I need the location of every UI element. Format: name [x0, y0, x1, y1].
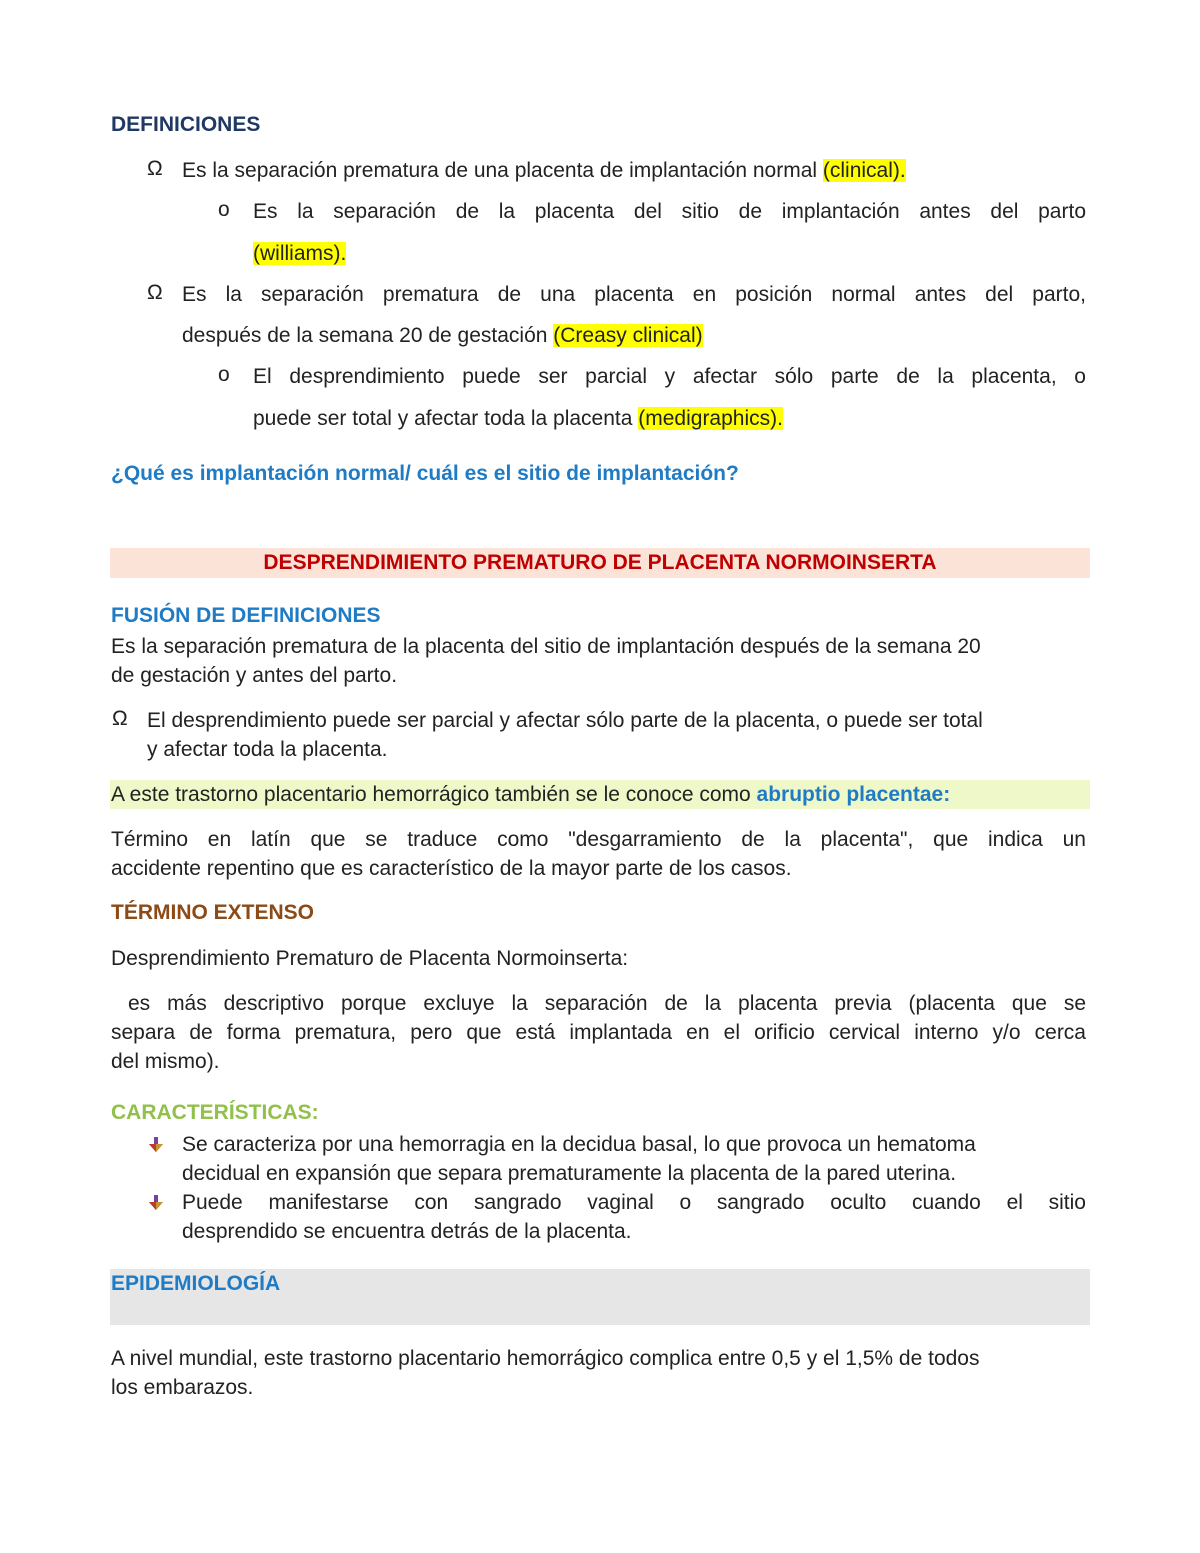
abruptio-text: A este trastorno placentario hemorrágico también se le conoce como — [111, 783, 757, 806]
citation-clinical: (clinical). — [822, 159, 906, 182]
citation-williams: (williams). — [253, 242, 347, 265]
arrow-down-colored-icon — [147, 1194, 165, 1212]
extenso-line3: del mismo). — [111, 1050, 220, 1073]
omega-bullet: Ω — [147, 281, 163, 304]
epidemiologia-heading: EPIDEMIOLOGÍA — [111, 1272, 281, 1295]
fusion-line1: Es la separación prematura de la placenta del sitio de implantación después de la semana 20 — [111, 635, 981, 658]
definition-2-sub-line1: El desprendimiento puede ser parcial y afectar sólo parte de la placenta, o — [253, 365, 1086, 388]
circle-bullet: o — [218, 198, 230, 221]
citation-creasy: (Creasy clinical) — [553, 324, 703, 347]
fusion-bullet-line1: El desprendimiento puede ser parcial y afectar sólo parte de la placenta, o puede ser total — [147, 709, 983, 732]
definition-2-text: después de la semana 20 de gestación — [182, 324, 554, 347]
definition-1 — [182, 156, 906, 185]
caracteristica-1-line2: decidual en expansión que separa prematuramente la placenta de la pared uterina. — [182, 1162, 957, 1185]
definition-2-sub-line2 — [253, 404, 783, 433]
termino-extenso-heading: TÉRMINO EXTENSO — [111, 901, 315, 924]
caracteristica-2-line2: desprendido se encuentra detrás de la placenta. — [182, 1220, 632, 1243]
fusion-line2: de gestación y antes del parto. — [111, 664, 398, 687]
question-heading: ¿Qué es implantación normal/ cuál es el sitio de implantación? — [111, 462, 739, 485]
abruptio-term: abruptio placentae: — [756, 783, 951, 806]
definition-1-text: Es la separación prematura de una placenta de implantación normal — [182, 159, 823, 182]
main-title: DESPRENDIMIENTO PREMATURO DE PLACENTA NORMOINSERTA — [263, 551, 937, 574]
definition-2-line1: Es la separación prematura de una placenta en posición normal antes del parto, — [182, 283, 1086, 306]
fusion-heading: FUSIÓN DE DEFINICIONES — [111, 604, 381, 627]
omega-bullet: Ω — [112, 707, 128, 730]
fusion-bullet-line2: y afectar toda la placenta. — [147, 738, 388, 761]
extenso-line2: separa de forma prematura, pero que está implantada en el orificio cervical interno y/o cerca — [111, 1021, 1086, 1044]
termino-line1: Término en latín que se traduce como "desgarramiento de la placenta", que indica un — [111, 828, 1086, 851]
caracteristica-1-line1: Se caracteriza por una hemorragia en la decidua basal, lo que provoca un hematoma — [182, 1133, 976, 1156]
abruptio-line — [111, 780, 950, 809]
circle-bullet: o — [218, 363, 230, 386]
definition-2-line2 — [182, 321, 703, 350]
termino-extenso-name: Desprendimiento Prematuro de Placenta Normoinserta: — [111, 947, 629, 970]
definiciones-heading: DEFINICIONES — [111, 113, 261, 136]
citation-medigraphics: (medigraphics). — [638, 407, 783, 430]
epidemiologia-line2: los embarazos. — [111, 1376, 254, 1399]
arrow-down-colored-icon — [147, 1136, 165, 1154]
omega-bullet: Ω — [147, 157, 163, 180]
caracteristica-2-line1: Puede manifestarse con sangrado vaginal o sangrado oculto cuando el sitio — [182, 1191, 1086, 1214]
definition-1-sub-line2 — [253, 239, 346, 268]
definition-1-sub-line1: Es la separación de la placenta del sitio de implantación antes del parto — [253, 200, 1086, 223]
termino-line2: accidente repentino que es característico de la mayor parte de los casos. — [111, 857, 792, 880]
caracteristicas-heading: CARACTERÍSTICAS: — [111, 1101, 319, 1124]
epidemiologia-line1: A nivel mundial, este trastorno placentario hemorrágico complica entre 0,5 y el 1,5% de todos — [111, 1347, 980, 1370]
definition-2-sub-text: puede ser total y afectar toda la placenta — [253, 407, 639, 430]
extenso-line1: es más descriptivo porque excluye la separación de la placenta previa (placenta que se — [111, 992, 1086, 1015]
